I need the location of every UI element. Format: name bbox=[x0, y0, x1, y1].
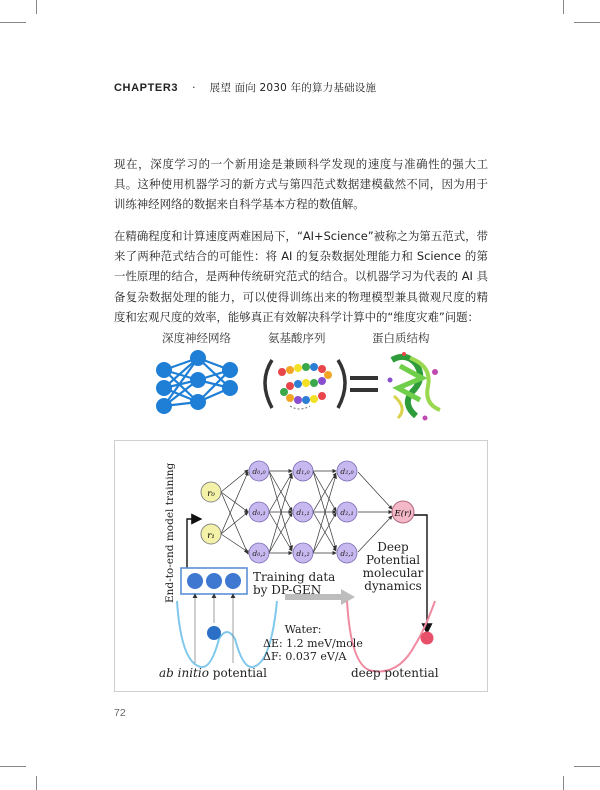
hidden-node-label: d₂,₁ bbox=[340, 508, 354, 517]
deep-potential-ball bbox=[421, 632, 434, 645]
water-force-error: ΔF: 0.037 eV/A bbox=[263, 650, 347, 663]
chapter-title: 展望 面向 2030 年的算力基础设施 bbox=[209, 82, 377, 94]
ab-initio-ball bbox=[207, 626, 221, 640]
crop-mark bbox=[36, 0, 37, 14]
hidden-node-label: d₁,₀ bbox=[296, 467, 310, 476]
input-node-label: r₀ bbox=[207, 489, 215, 499]
water-energy-error: ΔE: 1.2 meV/mole bbox=[263, 637, 363, 650]
paragraph: 在精确程度和计算速度两难困局下，“AI+Science”被称之为第五范式，带来了两种范式结合的可能性：将 AI 的复杂数据处理能力和 Science 的第一性原理的结合，是两种传统研究范式的结合。以机器学习为代表的 AI 具备复杂数据处理的能力，可以使得训练出来的物理模型兼具微观尺度的精度和宏观尺度的效率，能够真正有效解决科学计算中的“维度灾难”问题： bbox=[114, 229, 488, 324]
hidden-node-label: d₁,₂ bbox=[296, 549, 310, 558]
figure-protein-pipeline bbox=[150, 330, 450, 430]
training-data-label: Training data bbox=[253, 570, 336, 584]
paragraph: 现在，深度学习的一个新用途是兼顾科学发现的速度与准确性的强大工具。这种使用机器学习的新方式与第四范式数据建模截然不同，因为用于训练神经网络的数据来自科学基本方程的数值解。 bbox=[114, 157, 488, 212]
crop-mark bbox=[0, 22, 26, 23]
crop-mark bbox=[36, 776, 37, 790]
dpmd-label: molecular bbox=[362, 566, 424, 580]
hidden-node-label: d₀,₀ bbox=[252, 467, 266, 476]
label-deep-neural-network: 深度神经网络 bbox=[162, 331, 231, 345]
end-to-end-label: End-to-end model training bbox=[164, 462, 176, 603]
page-number: 72 bbox=[114, 707, 126, 719]
crop-mark bbox=[574, 22, 600, 23]
hidden-node-label: d₁,₁ bbox=[296, 508, 310, 517]
figure-bottom-graphics bbox=[115, 441, 487, 691]
crop-mark bbox=[563, 0, 564, 14]
header-separator: · bbox=[192, 82, 196, 94]
figure-deep-potential bbox=[114, 440, 488, 692]
training-data-label: by DP-GEN bbox=[253, 583, 322, 597]
training-sample-ball bbox=[225, 573, 241, 589]
protein-structure-icon bbox=[388, 352, 441, 421]
label-amino-acid-sequence: 氨基酸序列 bbox=[268, 331, 326, 345]
deep-potential-label: deep potential bbox=[351, 666, 439, 680]
dpmd-label: Deep bbox=[377, 540, 409, 554]
figure-top-graphics bbox=[150, 330, 450, 430]
ab-initio-label: ab initio potential bbox=[159, 666, 267, 680]
label-protein-structure: 蛋白质结构 bbox=[372, 331, 430, 345]
dpmd-label: Potential bbox=[365, 553, 421, 567]
training-sample-ball bbox=[206, 573, 222, 589]
water-title: Water: bbox=[284, 623, 322, 636]
crop-mark bbox=[574, 766, 600, 767]
hidden-node-label: d₀,₁ bbox=[252, 508, 266, 517]
input-node-label: r₁ bbox=[207, 531, 215, 541]
hidden-node-label: d₂,₂ bbox=[340, 549, 354, 558]
dpmd-label: dynamics bbox=[364, 579, 422, 593]
equals-icon bbox=[350, 376, 378, 392]
output-node-label: E(r) bbox=[394, 509, 412, 519]
hidden-node-label: d₀,₂ bbox=[252, 549, 266, 558]
hidden-node-label: d₂,₀ bbox=[340, 467, 354, 476]
crop-mark bbox=[563, 776, 564, 790]
chapter-label: CHAPTER3 bbox=[114, 82, 179, 94]
running-header bbox=[114, 80, 376, 95]
training-sample-ball bbox=[187, 573, 203, 589]
ab-initio-curve bbox=[177, 601, 277, 667]
crop-mark bbox=[0, 766, 26, 767]
amino-acid-sequence-icon bbox=[265, 360, 345, 409]
